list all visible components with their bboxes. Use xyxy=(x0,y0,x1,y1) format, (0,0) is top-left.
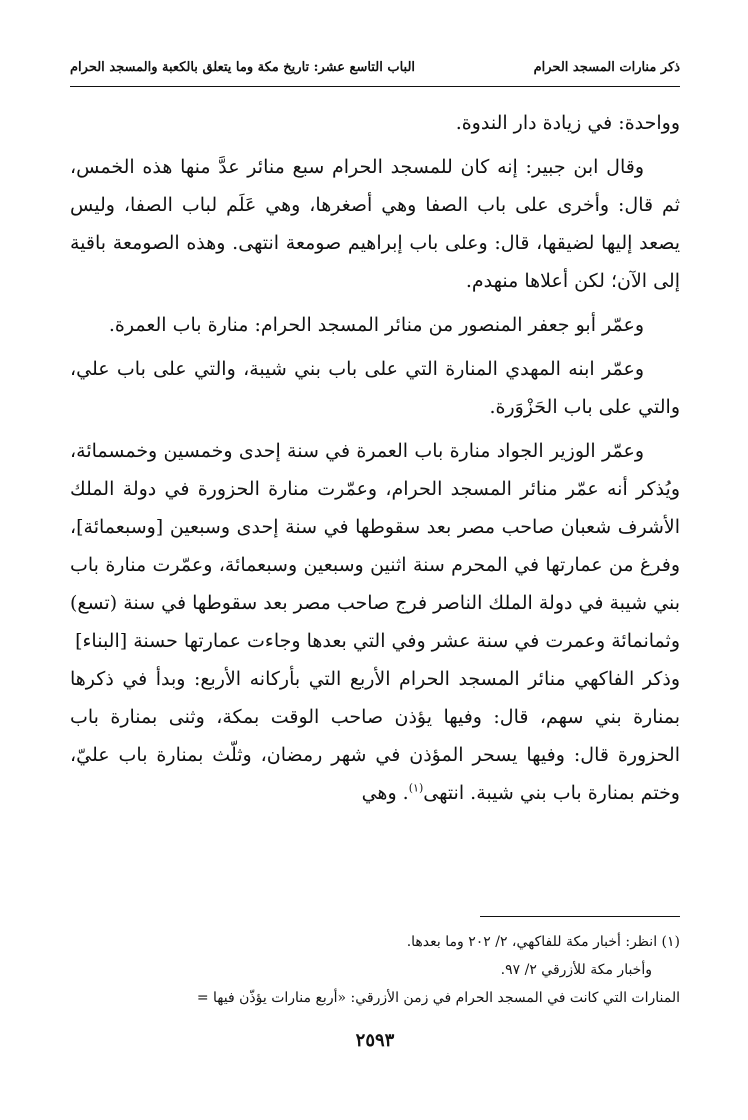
book-title: ذكر منارات المسجد الحرام xyxy=(533,59,680,75)
footnote-rule xyxy=(480,916,680,917)
paragraph xyxy=(70,432,680,812)
paragraph: وواحدة: في زيادة دار الندوة. xyxy=(455,112,680,134)
paragraph: وعمّر أبو جعفر المنصور من منائر المسجد الحرام: منارة باب العمرة. xyxy=(108,314,644,336)
paragraph: وعمّر ابنه المهدي المنارة التي على باب بني شيبة، والتي على باب علي، والتي على باب الحَزْوَرة. xyxy=(70,358,680,418)
paragraph-text: . وهي xyxy=(361,782,409,804)
paragraph: وقال ابن جبير: إنه كان للمسجد الحرام سبع منائر عدَّ منها هذه الخمس، ثم قال: وأخرى على باب الصفا وهي أصغرها، وهي عَلَم لباب الصفا، وليس يصعد إليها لضيقها، قال: وعلى باب إبراهيم صومعة انتهى. وهذه الصومعة باقية إلى الآن؛ لكن أعلاها منهدم. xyxy=(70,156,680,292)
footnotes xyxy=(70,928,680,1012)
chapter-title: الباب التاسع عشر: تاريخ مكة وما يتعلق بالكعبة والمسجد الحرام xyxy=(70,59,416,75)
footnote-reference[interactable]: (١) xyxy=(408,781,424,795)
running-header xyxy=(70,52,680,82)
paragraph-text: وعمّر الوزير الجواد منارة باب العمرة في سنة إحدى وخمسين وخمسمائة، ويُذكر أنه عمّر منائر المسجد الحرام، وعمّرت منارة الحزورة في دولة الملك الأشرف شعبان صاحب مصر بعد سقوطها في سنة إحدى وسبعين [وسبعمائة]، وفرغ من عمارتها في المحرم سنة اثنين وسبعين وسبعمائة، وعمّرت منارة باب بني شيبة في دولة الملك الناصر فرج صاحب مصر بعد سقوطها في سنة (تسع) وثمانمائة وعمرت في سنة عشر وفي التي بعدها وجاءت عمارتها حسنة [البناء] xyxy=(70,440,680,652)
footnote-line: المنارات التي كانت في المسجد الحرام في زمن الأزرقي: «أربع منارات يؤذّن فيها = xyxy=(196,990,680,1006)
page-number: ٢٥٩٣ xyxy=(355,1030,395,1051)
footnote-line: وأخبار مكة للأزرقي ٢/ ٩٧. xyxy=(500,962,652,978)
paragraph-text: وذكر الفاكهي منائر المسجد الحرام الأربع التي بأركانه الأربع: وبدأ في ذكرها بمنارة بني سهم، قال: وفيها يؤذن صاحب الوقت بمكة، وثنى بمنارة باب الحزورة قال: وفيها يسحر المؤذن في شهر رمضان، وثلّث بمنارة باب عليّ، وختم بمنارة باب بني شيبة. انتهى xyxy=(70,668,680,804)
header-rule xyxy=(70,86,680,87)
book-page xyxy=(70,40,680,1080)
main-text xyxy=(70,104,680,818)
footnote-line: (١) انظر: أخبار مكة للفاكهي، ٢/ ٢٠٢ وما بعدها. xyxy=(406,934,680,950)
